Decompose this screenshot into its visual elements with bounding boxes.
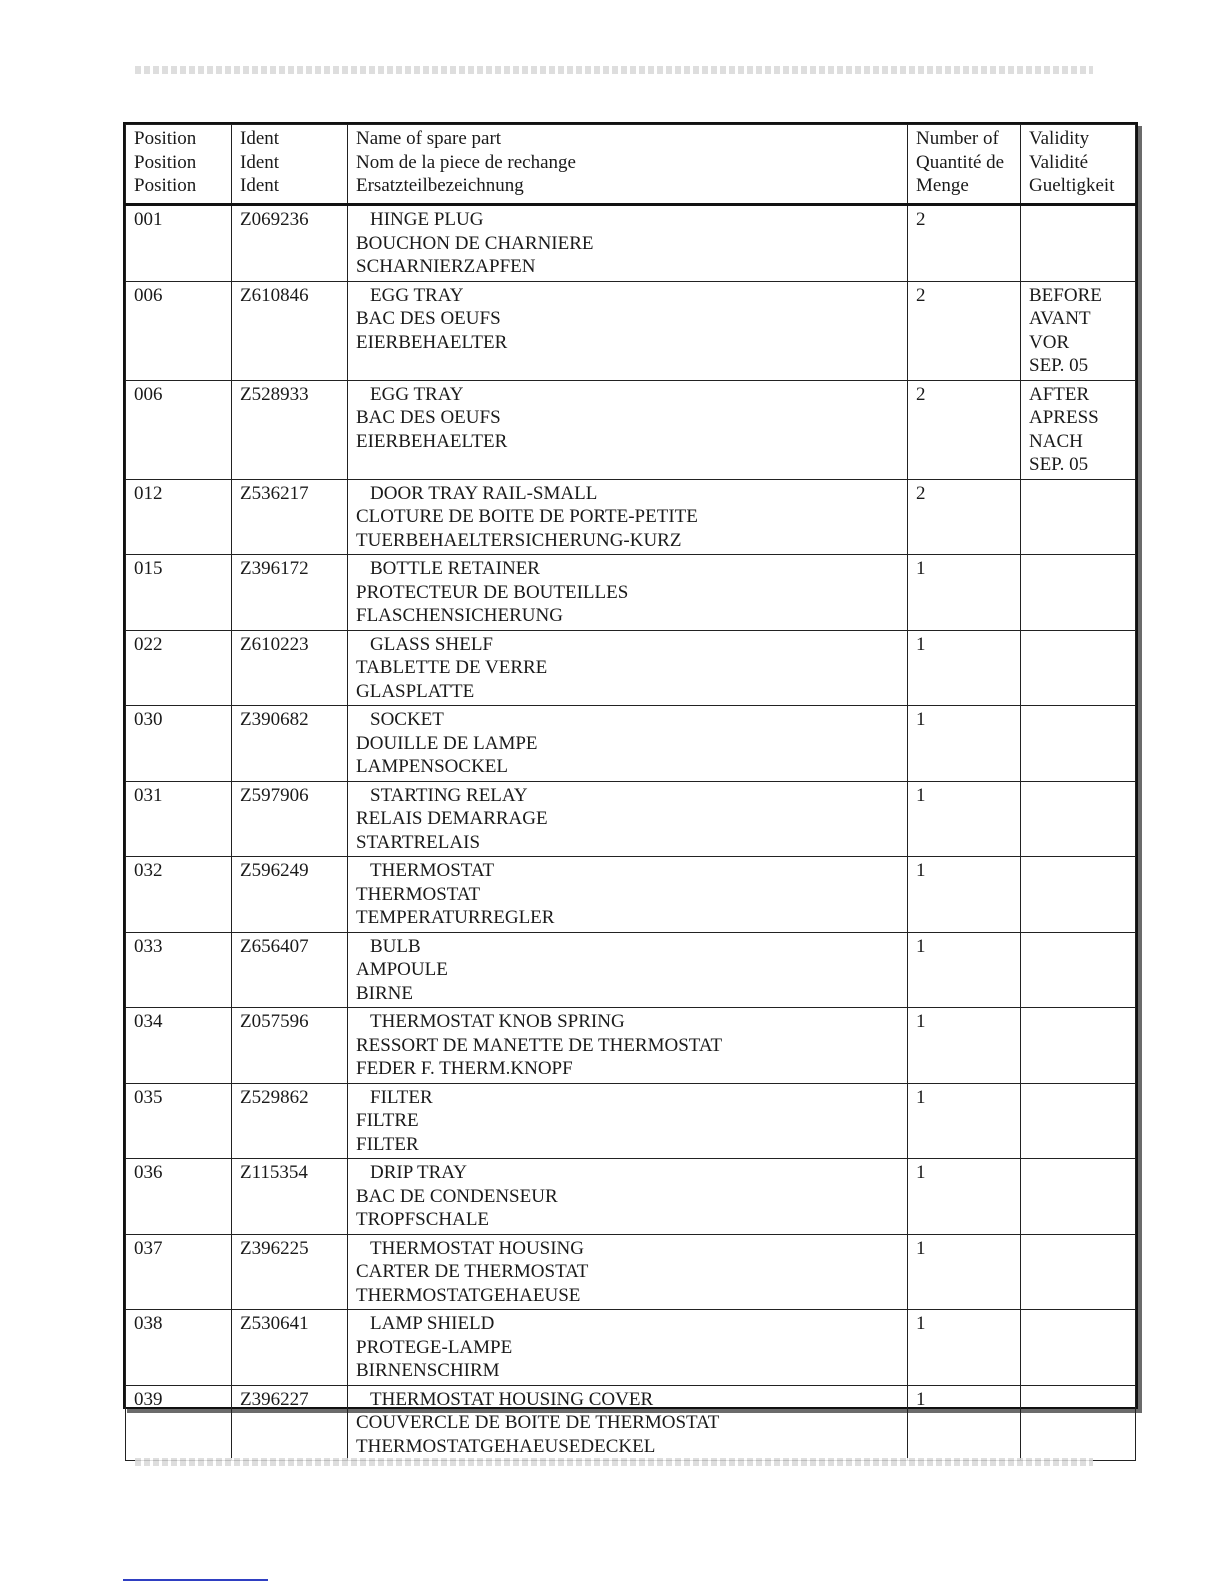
table-row [126,205,1136,282]
position-value: 039 [134,1388,163,1410]
cell-quantity [908,781,1021,857]
cell-validity [1021,479,1136,555]
part-name-german: THERMOSTATGEHAEUSE [356,1284,581,1306]
ident-value: Z536217 [240,482,309,504]
ident-value: Z656407 [240,935,309,957]
ident-value: Z610846 [240,284,309,306]
cell-validity [1021,205,1136,282]
validity-line: AFTER [1029,383,1090,405]
cell-position [126,1159,232,1235]
cell-position [126,380,232,479]
cell-ident [232,706,348,782]
header-line: Position [134,128,197,149]
cell-quantity [908,1159,1021,1235]
quantity-value: 1 [916,633,926,655]
position-value: 022 [134,633,163,655]
cell-position [126,1008,232,1084]
cell-quantity [908,857,1021,933]
cell-validity [1021,932,1136,1008]
position-value: 038 [134,1313,163,1334]
part-name-english: THERMOSTAT KNOB SPRING [370,1011,625,1032]
cell-ident [232,857,348,933]
position-value: 031 [134,784,163,806]
validity-line: NACH [1029,430,1083,452]
footer-divider [135,1458,1093,1466]
header-line: Quantité de [916,151,1005,173]
part-name-french: BAC DE CONDENSEUR [356,1185,558,1207]
position-value: 032 [134,860,163,881]
cell-quantity [908,630,1021,706]
validity-line: BEFORE [1029,284,1102,306]
part-name-french: CARTER DE THERMOSTAT [356,1261,589,1282]
cell-ident [232,479,348,555]
cell-ident [232,205,348,282]
cell-validity [1021,1083,1136,1159]
cell-position [126,479,232,555]
position-value: 035 [134,1086,163,1108]
cell-part-name [348,781,908,857]
header-line: Ident [240,128,280,149]
cell-ident [232,630,348,706]
position-value: 037 [134,1237,163,1259]
position-value: 006 [134,383,163,405]
part-name-german: BIRNENSCHIRM [356,1360,500,1381]
part-name-english: THERMOSTAT HOUSING COVER [370,1388,654,1410]
ident-value: Z115354 [240,1162,308,1183]
cell-part-name [348,1008,908,1084]
cell-position [126,1083,232,1159]
cell-quantity [908,1234,1021,1310]
cell-validity [1021,1385,1136,1461]
cell-part-name [348,932,908,1008]
part-name-english: LAMP SHIELD [370,1313,495,1334]
quantity-value: 2 [916,284,926,306]
ident-value: Z396225 [240,1237,309,1259]
column-header-number [908,125,1021,205]
position-value: 033 [134,935,163,957]
table-row [126,781,1136,857]
part-name-french: BOUCHON DE CHARNIERE [356,232,594,254]
header-line: Ident [240,151,280,173]
part-name-french: PROTEGE-LAMPE [356,1336,513,1358]
part-name-german: SCHARNIERZAPFEN [356,256,536,277]
position-value: 015 [134,558,163,579]
part-name-english: HINGE PLUG [370,209,484,230]
cell-quantity [908,1008,1021,1084]
ident-value: Z396227 [240,1388,309,1410]
cell-ident [232,1159,348,1235]
cell-ident [232,781,348,857]
table-row [126,1083,1136,1159]
ident-value: Z596249 [240,860,309,881]
cell-quantity [908,281,1021,380]
part-name-french: TABLETTE DE VERRE [356,657,548,678]
cell-ident [232,1234,348,1310]
header-line: Gueltigkeit [1029,175,1115,196]
header-line: Ident [240,175,280,196]
part-name-german: EIERBEHAELTER [356,331,508,353]
quantity-value: 1 [916,1086,926,1108]
cell-part-name [348,281,908,380]
cell-ident [232,555,348,631]
part-name-french: RELAIS DEMARRAGE [356,808,548,829]
table-row [126,1385,1136,1461]
column-header-validity [1021,125,1136,205]
cell-part-name [348,1234,908,1310]
table-row [126,932,1136,1008]
cell-ident [232,380,348,479]
header-divider [135,66,1093,74]
column-header-position [126,125,232,205]
validity-line: AVANT [1029,308,1091,329]
position-value: 036 [134,1162,163,1183]
header-line: Ersatzteilbezeichnung [356,175,524,196]
cell-validity [1021,380,1136,479]
cell-ident [232,1083,348,1159]
part-name-german: BIRNE [356,982,413,1004]
part-name-german: THERMOSTATGEHAEUSEDECKEL [356,1435,656,1457]
cell-part-name [348,380,908,479]
ident-value: Z610223 [240,633,309,655]
cell-position [126,781,232,857]
cell-position [126,1234,232,1310]
ident-value: Z396172 [240,558,309,579]
position-value: 001 [134,209,163,230]
cell-validity [1021,706,1136,782]
position-value: 006 [134,284,163,306]
ident-value: Z529862 [240,1086,309,1108]
cell-quantity [908,479,1021,555]
part-name-german: GLASPLATTE [356,680,475,702]
header-line: Number of [916,128,999,149]
cell-part-name [348,630,908,706]
part-name-french: RESSORT DE MANETTE DE THERMOSTAT [356,1034,723,1056]
part-name-french: AMPOULE [356,959,448,980]
cell-ident [232,1008,348,1084]
part-name-english: SOCKET [370,709,444,730]
quantity-value: 1 [916,709,926,730]
cell-position [126,932,232,1008]
quantity-value: 1 [916,1388,926,1410]
cell-position [126,706,232,782]
ident-value: Z597906 [240,784,309,806]
ident-value: Z530641 [240,1313,309,1334]
part-name-french: FILTRE [356,1110,419,1131]
validity-line: APRESS [1029,407,1099,428]
cell-part-name [348,555,908,631]
table-row [126,857,1136,933]
part-name-german: EIERBEHAELTER [356,430,508,452]
cell-part-name [348,479,908,555]
cell-quantity [908,555,1021,631]
cell-part-name [348,857,908,933]
cell-validity [1021,630,1136,706]
part-name-english: DRIP TRAY [370,1162,467,1183]
part-name-german: FLASCHENSICHERUNG [356,605,563,626]
cell-validity [1021,281,1136,380]
cell-part-name [348,706,908,782]
cell-part-name [348,1385,908,1461]
position-value: 034 [134,1011,163,1032]
spare-parts-table [125,124,1136,1461]
header-line: Nom de la piece de rechange [356,151,576,173]
ident-value: Z390682 [240,709,309,730]
cell-quantity [908,380,1021,479]
part-name-german: STARTRELAIS [356,831,481,853]
quantity-value: 1 [916,1162,926,1183]
table-row [126,281,1136,380]
cell-quantity [908,1385,1021,1461]
cell-quantity [908,706,1021,782]
cell-quantity [908,932,1021,1008]
validity-line: SEP. 05 [1029,454,1089,475]
cell-ident [232,932,348,1008]
table-row [126,1008,1136,1084]
part-name-english: EGG TRAY [370,383,464,405]
cell-quantity [908,1083,1021,1159]
quantity-value: 1 [916,1011,926,1032]
header-line: Menge [916,175,969,196]
part-name-german: FEDER F. THERM.KNOPF [356,1058,573,1079]
cell-position [126,205,232,282]
part-name-german: TEMPERATURREGLER [356,907,555,928]
quantity-value: 1 [916,784,926,806]
part-name-french: THERMOSTAT [356,883,481,905]
quantity-value: 1 [916,860,926,881]
quantity-value: 1 [916,558,926,579]
part-name-english: FILTER [370,1086,433,1108]
quantity-value: 1 [916,1313,926,1334]
table-row [126,1159,1136,1235]
cell-position [126,555,232,631]
part-name-french: BAC DES OEUFS [356,407,501,428]
table-row [126,555,1136,631]
cell-validity [1021,1159,1136,1235]
spare-parts-table-frame [123,122,1138,1457]
position-value: 030 [134,709,163,730]
header-line: Validité [1029,151,1089,173]
cell-validity [1021,1234,1136,1310]
part-name-french: DOUILLE DE LAMPE [356,732,538,754]
table-body [126,205,1136,1461]
cell-validity [1021,1008,1136,1084]
table-row [126,1234,1136,1310]
cell-part-name [348,205,908,282]
cell-validity [1021,555,1136,631]
column-header-ident [232,125,348,205]
cell-validity [1021,1310,1136,1386]
quantity-value: 2 [916,383,926,405]
cell-part-name [348,1159,908,1235]
part-name-english: EGG TRAY [370,284,464,306]
cell-position [126,1385,232,1461]
ident-value: Z528933 [240,383,309,405]
ident-value: Z057596 [240,1011,309,1032]
cell-ident [232,1385,348,1461]
table-row [126,380,1136,479]
cell-part-name [348,1310,908,1386]
part-name-french: CLOTURE DE BOITE DE PORTE-PETITE [356,506,698,527]
header-line: Validity [1029,128,1090,149]
table-row [126,630,1136,706]
header-line: Position [134,151,197,173]
cell-position [126,1310,232,1386]
table-row [126,706,1136,782]
cell-position [126,281,232,380]
part-name-french: PROTECTEUR DE BOUTEILLES [356,581,629,603]
ident-value: Z069236 [240,209,309,230]
cell-quantity [908,205,1021,282]
part-name-french: BAC DES OEUFS [356,308,501,329]
quantity-value: 1 [916,1237,926,1259]
header-line: Position [134,175,197,196]
part-name-german: FILTER [356,1133,419,1155]
part-name-german: TROPFSCHALE [356,1209,490,1230]
part-name-english: DOOR TRAY RAIL-SMALL [370,482,598,504]
cell-quantity [908,1310,1021,1386]
quantity-value: 2 [916,482,926,504]
footer-link-underline [123,1579,268,1581]
part-name-english: BULB [370,935,421,957]
part-name-english: BOTTLE RETAINER [370,558,540,579]
quantity-value: 2 [916,209,926,230]
validity-line: VOR [1029,331,1070,353]
table-row [126,479,1136,555]
cell-position [126,630,232,706]
position-value: 012 [134,482,163,504]
column-header-name [348,125,908,205]
part-name-german: TUERBEHAELTERSICHERUNG-KURZ [356,529,682,551]
part-name-english: THERMOSTAT HOUSING [370,1237,585,1259]
table-row [126,1310,1136,1386]
header-line: Name of spare part [356,128,502,149]
cell-validity [1021,857,1136,933]
part-name-german: LAMPENSOCKEL [356,756,509,777]
cell-validity [1021,781,1136,857]
part-name-french: COUVERCLE DE BOITE DE THERMOSTAT [356,1412,720,1433]
cell-ident [232,281,348,380]
validity-line: SEP. 05 [1029,355,1089,376]
quantity-value: 1 [916,935,926,957]
part-name-english: THERMOSTAT [370,860,495,881]
cell-position [126,857,232,933]
cell-part-name [348,1083,908,1159]
cell-ident [232,1310,348,1386]
part-name-english: GLASS SHELF [370,633,493,655]
table-header-row [126,125,1136,205]
part-name-english: STARTING RELAY [370,784,528,806]
